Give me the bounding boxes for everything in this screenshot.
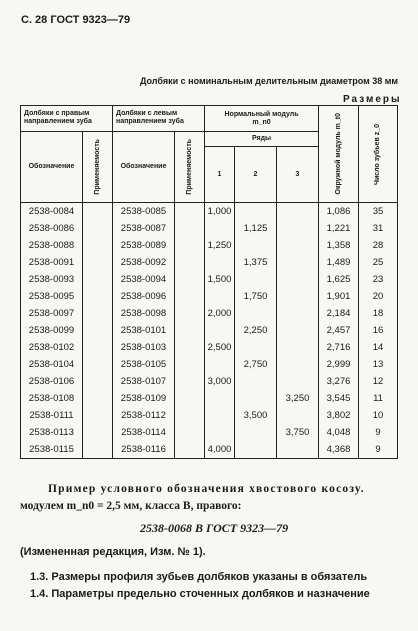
left-designation-cell: 2538-0112 bbox=[113, 407, 175, 424]
left-applicability-cell bbox=[175, 254, 205, 271]
circumferential-module-cell: 2,999 bbox=[319, 356, 359, 373]
module-row-2-cell bbox=[235, 305, 277, 322]
module-row-2-cell: 1,375 bbox=[235, 254, 277, 271]
header-rows-label: Ряды bbox=[205, 132, 319, 147]
right-applicability-cell bbox=[83, 322, 113, 339]
module-row-3-cell bbox=[277, 373, 319, 390]
teeth-count-cell: 12 bbox=[359, 373, 398, 390]
table-row bbox=[21, 203, 398, 221]
header-teeth-count bbox=[359, 106, 398, 203]
right-designation-cell: 2538-0108 bbox=[21, 390, 83, 407]
paragraph-1-4: 1.4. Параметры предельно сточенных долбяков и назначение bbox=[30, 588, 370, 600]
header-right-group: Долбяки с правым направлением зуба bbox=[21, 106, 113, 132]
circumferential-module-cell: 2,184 bbox=[319, 305, 359, 322]
module-row-2-cell bbox=[235, 339, 277, 356]
module-row-3-cell: 3,750 bbox=[277, 424, 319, 441]
teeth-count-cell: 9 bbox=[359, 441, 398, 459]
circumferential-module-cell: 3,545 bbox=[319, 390, 359, 407]
module-row-1-cell bbox=[205, 424, 235, 441]
left-applicability-cell bbox=[175, 339, 205, 356]
right-applicability-cell bbox=[83, 441, 113, 459]
module-row-1-cell bbox=[205, 390, 235, 407]
module-row-3-cell bbox=[277, 322, 319, 339]
module-row-3-cell bbox=[277, 203, 319, 221]
module-row-2-cell bbox=[235, 441, 277, 459]
left-designation-cell: 2538-0096 bbox=[113, 288, 175, 305]
right-applicability-cell bbox=[83, 356, 113, 373]
left-applicability-cell bbox=[175, 373, 205, 390]
module-row-3-cell bbox=[277, 254, 319, 271]
module-row-2-cell: 1,750 bbox=[235, 288, 277, 305]
right-applicability-cell bbox=[83, 271, 113, 288]
left-designation-cell: 2538-0116 bbox=[113, 441, 175, 459]
table-row bbox=[21, 373, 398, 390]
header-row-1: 1 bbox=[205, 147, 235, 203]
teeth-count-cell: 16 bbox=[359, 322, 398, 339]
cutter-table bbox=[20, 105, 398, 459]
left-designation-cell: 2538-0092 bbox=[113, 254, 175, 271]
left-designation-cell: 2538-0109 bbox=[113, 390, 175, 407]
left-designation-cell: 2538-0085 bbox=[113, 203, 175, 221]
table-row bbox=[21, 237, 398, 254]
right-designation-cell: 2538-0095 bbox=[21, 288, 83, 305]
circumferential-module-cell: 1,086 bbox=[319, 203, 359, 221]
circumferential-module-cell: 4,368 bbox=[319, 441, 359, 459]
left-designation-cell: 2538-0089 bbox=[113, 237, 175, 254]
right-designation-cell: 2538-0111 bbox=[21, 407, 83, 424]
header-left-applicability bbox=[175, 132, 205, 203]
header-left-designation: Обозначение bbox=[113, 132, 175, 203]
right-applicability-cell bbox=[83, 288, 113, 305]
table-row bbox=[21, 424, 398, 441]
teeth-count-cell: 18 bbox=[359, 305, 398, 322]
module-row-3-cell bbox=[277, 407, 319, 424]
left-applicability-cell bbox=[175, 441, 205, 459]
left-applicability-cell bbox=[175, 237, 205, 254]
right-designation-cell: 2538-0113 bbox=[21, 424, 83, 441]
header-circumferential-module bbox=[319, 106, 359, 203]
table-row bbox=[21, 271, 398, 288]
table-row bbox=[21, 356, 398, 373]
table-title: Долбяки с номинальным делительным диаметром 38 мм bbox=[140, 76, 399, 86]
page-header: С. 28 ГОСТ 9323—79 bbox=[21, 14, 131, 26]
left-applicability-cell bbox=[175, 322, 205, 339]
right-applicability-cell bbox=[83, 424, 113, 441]
teeth-count-cell: 10 bbox=[359, 407, 398, 424]
left-applicability-cell bbox=[175, 305, 205, 322]
circumferential-module-cell: 2,457 bbox=[319, 322, 359, 339]
circumferential-module-cell: 3,276 bbox=[319, 373, 359, 390]
module-row-1-cell: 4,000 bbox=[205, 441, 235, 459]
circumferential-module-label: Окружной модуль m_t0 bbox=[334, 113, 342, 195]
header-row-3: 3 bbox=[277, 147, 319, 203]
right-designation-cell: 2538-0104 bbox=[21, 356, 83, 373]
right-applicability-cell bbox=[83, 254, 113, 271]
table-row bbox=[21, 254, 398, 271]
circumferential-module-cell: 1,901 bbox=[319, 288, 359, 305]
module-row-2-cell bbox=[235, 271, 277, 288]
right-designation-cell: 2538-0097 bbox=[21, 305, 83, 322]
module-row-3-cell bbox=[277, 356, 319, 373]
circumferential-module-cell: 1,625 bbox=[319, 271, 359, 288]
module-row-1-cell: 1,000 bbox=[205, 203, 235, 221]
header-right-designation: Обозначение bbox=[21, 132, 83, 203]
table-row bbox=[21, 407, 398, 424]
right-applicability-cell bbox=[83, 407, 113, 424]
teeth-count-cell: 35 bbox=[359, 203, 398, 221]
header-left-group: Долбяки с левым направлением зуба bbox=[113, 106, 205, 132]
circumferential-module-cell: 4,048 bbox=[319, 424, 359, 441]
left-applicability-cell bbox=[175, 220, 205, 237]
edition-note: (Измененная редакция, Изм. № 1). bbox=[20, 546, 206, 558]
module-row-1-cell: 1,250 bbox=[205, 237, 235, 254]
right-applicability-cell bbox=[83, 220, 113, 237]
module-row-2-cell: 1,125 bbox=[235, 220, 277, 237]
right-designation-cell: 2538-0106 bbox=[21, 373, 83, 390]
module-row-2-cell: 2,250 bbox=[235, 322, 277, 339]
module-row-3-cell bbox=[277, 339, 319, 356]
right-applicability-cell bbox=[83, 203, 113, 221]
module-row-1-cell bbox=[205, 356, 235, 373]
header-right-applicability bbox=[83, 132, 113, 203]
module-row-2-cell: 2,750 bbox=[235, 356, 277, 373]
right-applicability-cell bbox=[83, 339, 113, 356]
left-designation-cell: 2538-0101 bbox=[113, 322, 175, 339]
right-designation-cell: 2538-0093 bbox=[21, 271, 83, 288]
right-applicability-cell bbox=[83, 237, 113, 254]
teeth-count-cell: 13 bbox=[359, 356, 398, 373]
module-row-1-cell bbox=[205, 254, 235, 271]
table-row bbox=[21, 305, 398, 322]
left-applicability-cell bbox=[175, 203, 205, 221]
left-designation-cell: 2538-0094 bbox=[113, 271, 175, 288]
right-applicability-cell bbox=[83, 373, 113, 390]
left-applicability-cell bbox=[175, 356, 205, 373]
circumferential-module-cell: 3,802 bbox=[319, 407, 359, 424]
module-row-2-cell bbox=[235, 424, 277, 441]
table-row bbox=[21, 390, 398, 407]
module-row-3-cell: 3,250 bbox=[277, 390, 319, 407]
module-row-3-cell bbox=[277, 441, 319, 459]
normal-module-symbol: m_n0 bbox=[252, 118, 271, 126]
module-row-2-cell: 3,500 bbox=[235, 407, 277, 424]
module-row-3-cell bbox=[277, 220, 319, 237]
right-designation-cell: 2538-0086 bbox=[21, 220, 83, 237]
right-designation-cell: 2538-0088 bbox=[21, 237, 83, 254]
right-applicability-label: Применяемость bbox=[93, 139, 101, 195]
dimensions-label: Размеры bbox=[343, 94, 402, 105]
module-row-1-cell bbox=[205, 288, 235, 305]
module-row-1-cell: 3,000 bbox=[205, 373, 235, 390]
left-applicability-cell bbox=[175, 390, 205, 407]
teeth-count-cell: 9 bbox=[359, 424, 398, 441]
left-designation-cell: 2538-0103 bbox=[113, 339, 175, 356]
circumferential-module-cell: 1,358 bbox=[319, 237, 359, 254]
circumferential-module-cell: 2,716 bbox=[319, 339, 359, 356]
table-row bbox=[21, 322, 398, 339]
module-row-1-cell: 2,500 bbox=[205, 339, 235, 356]
teeth-count-label: Число зубьев z_0 bbox=[374, 123, 382, 185]
teeth-count-cell: 14 bbox=[359, 339, 398, 356]
left-applicability-cell bbox=[175, 407, 205, 424]
module-row-3-cell bbox=[277, 288, 319, 305]
left-designation-cell: 2538-0098 bbox=[113, 305, 175, 322]
teeth-count-cell: 23 bbox=[359, 271, 398, 288]
module-row-2-cell bbox=[235, 373, 277, 390]
example-caption-line-1: Пример условного обозначения хвостового косозу. bbox=[48, 483, 365, 495]
teeth-count-cell: 25 bbox=[359, 254, 398, 271]
table-row bbox=[21, 339, 398, 356]
teeth-count-cell: 28 bbox=[359, 237, 398, 254]
left-applicability-cell bbox=[175, 424, 205, 441]
table-row bbox=[21, 288, 398, 305]
module-row-3-cell bbox=[277, 305, 319, 322]
table-body bbox=[21, 203, 398, 459]
right-designation-cell: 2538-0091 bbox=[21, 254, 83, 271]
right-designation-cell: 2538-0099 bbox=[21, 322, 83, 339]
module-row-2-cell bbox=[235, 390, 277, 407]
circumferential-module-cell: 1,489 bbox=[319, 254, 359, 271]
teeth-count-cell: 11 bbox=[359, 390, 398, 407]
right-designation-cell: 2538-0115 bbox=[21, 441, 83, 459]
module-row-3-cell bbox=[277, 237, 319, 254]
left-designation-cell: 2538-0107 bbox=[113, 373, 175, 390]
example-designation: 2538-0068 В ГОСТ 9323—79 bbox=[140, 521, 289, 535]
module-row-1-cell: 1,500 bbox=[205, 271, 235, 288]
left-designation-cell: 2538-0105 bbox=[113, 356, 175, 373]
right-applicability-cell bbox=[83, 305, 113, 322]
normal-module-label: Нормальный модуль bbox=[224, 110, 299, 118]
left-applicability-label: Применяемость bbox=[185, 139, 193, 195]
module-row-2-cell bbox=[235, 203, 277, 221]
teeth-count-cell: 31 bbox=[359, 220, 398, 237]
header-normal-module bbox=[205, 106, 319, 132]
module-row-1-cell bbox=[205, 322, 235, 339]
right-designation-cell: 2538-0084 bbox=[21, 203, 83, 221]
right-designation-cell: 2538-0102 bbox=[21, 339, 83, 356]
module-row-1-cell: 2,000 bbox=[205, 305, 235, 322]
teeth-count-cell: 20 bbox=[359, 288, 398, 305]
left-applicability-cell bbox=[175, 288, 205, 305]
table-row bbox=[21, 441, 398, 459]
example-caption-line-2: модулем m_n0 = 2,5 мм, класса В, правого: bbox=[20, 500, 242, 512]
module-row-2-cell bbox=[235, 237, 277, 254]
left-applicability-cell bbox=[175, 271, 205, 288]
left-designation-cell: 2538-0114 bbox=[113, 424, 175, 441]
module-row-1-cell bbox=[205, 407, 235, 424]
module-row-1-cell bbox=[205, 220, 235, 237]
right-applicability-cell bbox=[83, 390, 113, 407]
circumferential-module-cell: 1,221 bbox=[319, 220, 359, 237]
header-row-2: 2 bbox=[235, 147, 277, 203]
paragraph-1-3: 1.3. Размеры профиля зубьев долбяков указаны в обязатель bbox=[30, 571, 368, 583]
module-row-3-cell bbox=[277, 271, 319, 288]
table-row bbox=[21, 220, 398, 237]
left-designation-cell: 2538-0087 bbox=[113, 220, 175, 237]
